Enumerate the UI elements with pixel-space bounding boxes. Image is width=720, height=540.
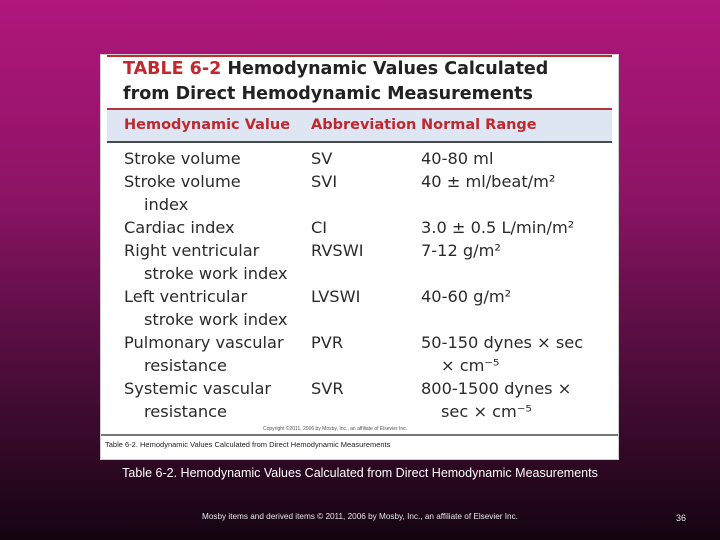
table-cell-value-cont: stroke work index bbox=[144, 310, 288, 329]
slide-caption: Table 6-2. Hemodynamic Values Calculated from Direct Hemodynamic Measurements bbox=[122, 466, 598, 480]
footer-credit: Mosby items and derived items © 2011, 2006 by Mosby, Inc., an affiliate of Elsevier Inc. bbox=[202, 512, 518, 521]
table-image bbox=[100, 54, 619, 460]
table-cell-range: 40 ± ml/beat/m² bbox=[421, 172, 556, 191]
header-hemodynamic-value: Hemodynamic Value bbox=[124, 117, 291, 133]
table-cell-range: 3.0 ± 0.5 L/min/m² bbox=[421, 218, 575, 237]
table-cell-value-cont: stroke work index bbox=[144, 264, 288, 283]
table-cell-abbr: LVSWI bbox=[311, 287, 361, 306]
table-title-line2: from Direct Hemodynamic Measurements bbox=[123, 84, 533, 104]
table-cell-range: 800-1500 dynes × bbox=[421, 379, 572, 398]
table-caption-small: Table 6-2. Hemodynamic Values Calculated from Direct Hemodynamic Measurements bbox=[105, 440, 391, 449]
table-cell-value: Left ventricular bbox=[124, 287, 248, 306]
table-title bbox=[123, 57, 603, 107]
table-cell-abbr: RVSWI bbox=[311, 241, 364, 260]
table-cell-value: Stroke volume bbox=[124, 149, 241, 168]
table-cell-value-cont: resistance bbox=[144, 356, 228, 375]
table-cell-range: 7-12 g/m² bbox=[421, 241, 501, 260]
table-cell-range: 40-60 g/m² bbox=[421, 287, 512, 306]
table-cell-range-cont: sec × cm⁻⁵ bbox=[441, 402, 532, 421]
table-cell-range: 40-80 ml bbox=[421, 149, 494, 168]
table-cell-abbr: SV bbox=[311, 149, 333, 168]
table-cell-range: 50-150 dynes × sec bbox=[421, 333, 584, 352]
table-title-label: TABLE 6-2 bbox=[123, 59, 222, 79]
table-title-line1: Hemodynamic Values Calculated bbox=[227, 59, 549, 79]
header-normal-range: Normal Range bbox=[421, 117, 537, 133]
table-cell-range-cont: × cm⁻⁵ bbox=[441, 356, 500, 375]
table-cell-value-cont: index bbox=[144, 195, 189, 214]
table-cell-abbr: CI bbox=[311, 218, 328, 237]
table-cell-value: Right ventricular bbox=[124, 241, 260, 260]
table-cell-value: Cardiac index bbox=[124, 218, 235, 237]
table-cell-value-cont: resistance bbox=[144, 402, 228, 421]
table-header-row bbox=[107, 110, 612, 143]
page-number: 36 bbox=[676, 513, 687, 523]
table-cell-abbr: SVR bbox=[311, 379, 344, 398]
table-cell-abbr: PVR bbox=[311, 333, 344, 352]
table-cell-value: Pulmonary vascular bbox=[124, 333, 284, 352]
table-cell-value: Stroke volume bbox=[124, 172, 241, 191]
table-cell-value: Systemic vascular bbox=[124, 379, 272, 398]
table-cell-abbr: SVI bbox=[311, 172, 338, 191]
table-copyright: Copyright ©2011, 2006 by Mosby, Inc., an affiliate of Elsevier Inc. bbox=[263, 426, 408, 432]
header-abbreviation: Abbreviation bbox=[311, 117, 417, 133]
bottom-rule bbox=[101, 434, 618, 436]
